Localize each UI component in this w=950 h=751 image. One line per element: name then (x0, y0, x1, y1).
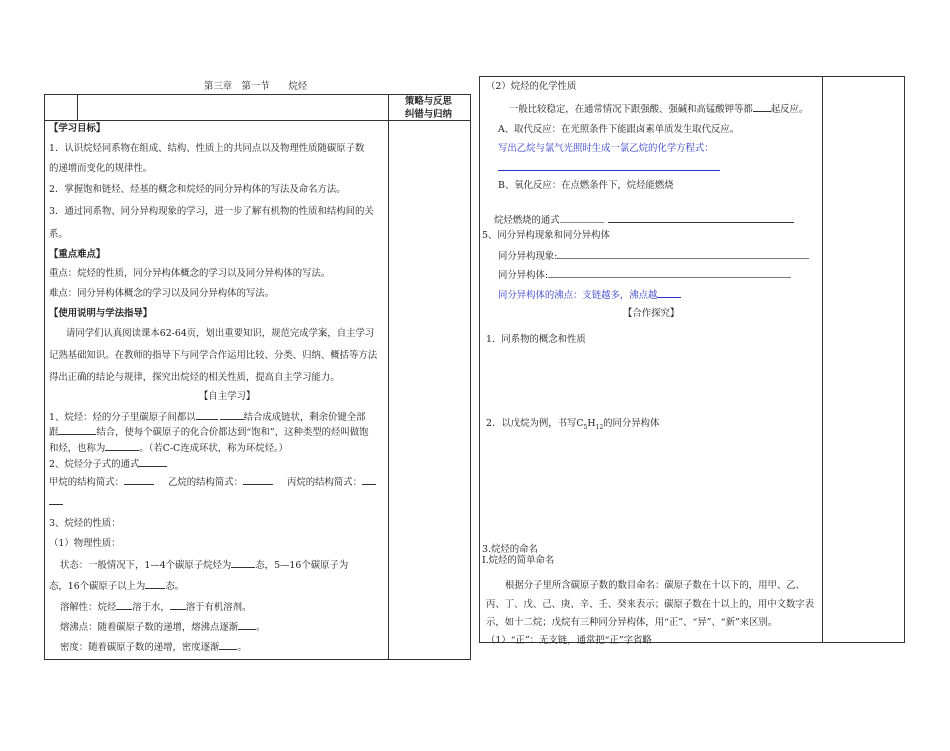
right-border-right (904, 76, 905, 643)
burning-formula: 烷烃燃烧的通式 (494, 213, 794, 227)
table-border-bottom (44, 659, 471, 660)
isomer-heading: 5、同分异构现象和同分异构体 (482, 230, 610, 241)
isomer-phenomenon: 同分异构现象: (498, 249, 809, 263)
melting-line: 熔沸点：随着碳原子数的递增，熔沸点逐渐 。 (60, 622, 266, 633)
isomer-definition: 同分异构体: (498, 268, 791, 282)
naming-para-1: 根据分子里所含碳原子数的数目命名：碳原子数在十以下的，用甲、乙、 (505, 580, 806, 591)
key-point: 重点：烷烃的性质，同分异构体概念的学习以及同分异构体的写法。 (49, 268, 331, 279)
right-border-top (479, 76, 905, 77)
column-divider (388, 94, 389, 660)
goal-3b: 系。 (49, 229, 68, 240)
naming-heading: 3.烷烃的命名 (482, 544, 538, 555)
naming-para-3: 示，如十二烷；戊烷有三种同分异构体，用“正”、“异”、“新”来区别。 (486, 617, 778, 628)
page-title: 第三章 第一节 烷烃 (204, 81, 308, 92)
naming-para-4: （1）“正”：无支链，通常把“正”字省略 (486, 635, 652, 646)
table-border-top (44, 94, 471, 95)
solubility-line: 溶解性：烷烃 溶于水， 溶于有机溶剂。 (60, 602, 252, 613)
cooperative-heading: 【合作探究】 (623, 308, 680, 319)
state-line-2: 态，16个碳原子以上为 态。 (49, 581, 185, 592)
table-border-left (44, 94, 45, 660)
chem-heading: （2）烷烃的化学性质 (486, 81, 577, 92)
goal-1b: 的递增而变化的规律性。 (49, 163, 153, 174)
guide-line-1: 请同学们认真阅读课本62-64页，划出重要知识，规范完成学案，自主学习 (66, 328, 375, 339)
s3-physical: （1）物理性质： (49, 538, 121, 549)
goal-3a: 3．通过同系物、同分异构现象的学习，进一步了解有机物的性质和结构间的关 (49, 206, 374, 217)
isomer-boiling-point: 同分异构体的沸点：支链越多，沸点越 (498, 288, 681, 302)
difficult-point: 难点：同分异构体概念的学习以及同分异构体的写法。 (49, 288, 275, 299)
guide-line-2: 记熟基础知识。在教师的指导下与同学合作运用比较、分类、归纳、概括等方法 (49, 350, 378, 361)
s1-line-a: 1、烷烃：烃的分子里碳原子间都以 结合成成链状，剩余价键全部 (49, 412, 366, 423)
blank-line (49, 504, 63, 505)
density-line: 密度：随着碳原子数的递增，密度逐渐 。 (60, 642, 247, 653)
question-2: 2．以戊烷为例，书写$C_5H_{12}$的同分异构体 (486, 418, 660, 431)
reaction-a-prompt: 写出乙烷与氯气光照时生成一氯乙烷的化学方程式： (498, 143, 714, 154)
naming-para-2: 丙、丁、戊、己、庚、辛、壬、癸来表示；碳原子数在十以上的，用中文数字表 (486, 599, 815, 610)
s1-line-c: 和烃，也称为 。（若C-C连成环状，称为环烷烃。） (49, 443, 289, 454)
goals-heading: 【学习目标】 (49, 123, 106, 134)
goal-2: 2．掌握饱和链烃、烃基的概念和烷烃的同分异构体的写法及命名方法。 (49, 184, 346, 195)
reaction-b: B、氧化反应：在点燃条件下，烷烃能燃烧 (498, 180, 674, 191)
right-border-left (479, 76, 480, 643)
self-study-heading: 【自主学习】 (199, 391, 256, 402)
goal-1a: 1．认识烷烃同系物在组成、结构、性质上的共同点以及物理性质随碳原子数 (49, 143, 365, 154)
key-heading: 【重点难点】 (49, 249, 106, 260)
header-strategy: 策略与反思 (405, 96, 452, 107)
header-correction: 纠错与归纳 (405, 109, 452, 120)
s1-line-b: 跟 结合，使每个碳原子的化合价都达到“饱和”，这种类型的烃叫做饱 (49, 427, 369, 438)
chem-stability: 一般比较稳定，在通常情况下跟强酸、强碱和高锰酸钾等都 起反应。 (509, 104, 809, 115)
right-column-divider (822, 76, 823, 643)
header-divider-1 (77, 94, 78, 120)
s3-heading: 3、烷烃的性质： (49, 518, 121, 529)
naming-simple: Ⅰ.烷烃的简单命名 (482, 555, 555, 566)
s2-formula: 2、烷烃分子式的通式 (49, 457, 167, 471)
s2-structures: 甲烷的结构简式： 乙烷的结构简式： 丙烷的结构简式： (49, 475, 376, 489)
table-border-right (470, 94, 471, 660)
question-1: 1．同系物的概念和性质 (486, 334, 586, 345)
reaction-a: A、取代反应：在光照条件下能跟卤素单质发生取代反应。 (498, 124, 740, 135)
answer-line-blue (498, 170, 720, 171)
guide-heading: 【使用说明与学法指导】 (49, 308, 153, 319)
guide-line-3: 得出正确的结论与规律，探究出烷烃的相关性质，提高自主学习能力。 (49, 372, 340, 383)
state-line-1: 状态：一般情况下，1—4个碳原子烷烃为 态，5—16个碳原子为 (60, 560, 349, 571)
